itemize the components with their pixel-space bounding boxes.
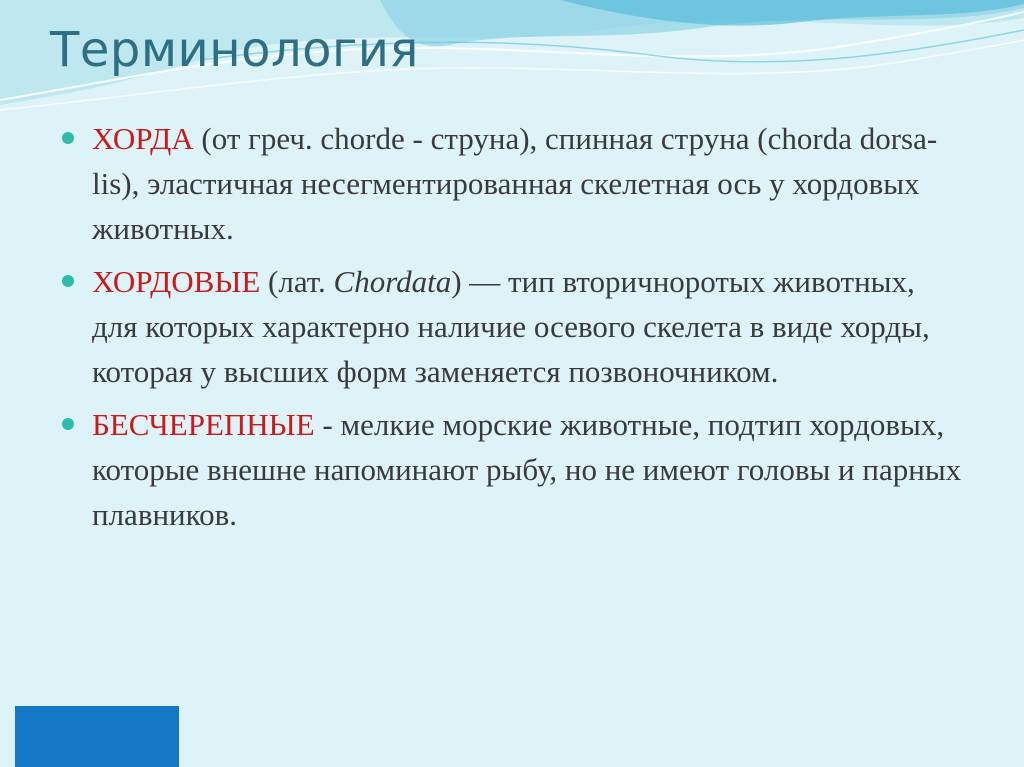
bullet-icon xyxy=(62,418,74,430)
latin-name: Chordata xyxy=(333,264,452,299)
corner-decoration xyxy=(15,706,179,767)
term-label: ХОРДОВЫЕ xyxy=(92,264,261,299)
term-definition: (от греч. chorde - струна), спинная струна (chorda dorsa-lis), эластичная несегментированная скелетная ось у хордовых животных. xyxy=(92,121,938,246)
bullet-icon xyxy=(62,132,74,144)
term-definition: - мелкие морские животные, подтип хордовых, которые внешне напоминают рыбу, но не имеют головы и парных плавников. xyxy=(92,407,962,532)
bullet-icon xyxy=(62,275,74,287)
slide-title: Терминология xyxy=(50,22,419,78)
term-definition-end: ) — тип вторичноротых животных, для которых характерно наличие осевого скелета в виде хорды, которая у высших форм заменяется позвоночником. xyxy=(92,264,930,389)
term-definition-start: (лат. xyxy=(260,264,334,299)
term-label: БЕСЧЕРЕПНЫЕ xyxy=(92,407,315,442)
term-list xyxy=(62,116,962,545)
list-item-chordata xyxy=(62,259,962,394)
term-label: ХОРДА xyxy=(92,121,194,156)
list-item-acrania xyxy=(62,402,962,537)
list-item-chorda xyxy=(62,116,962,251)
